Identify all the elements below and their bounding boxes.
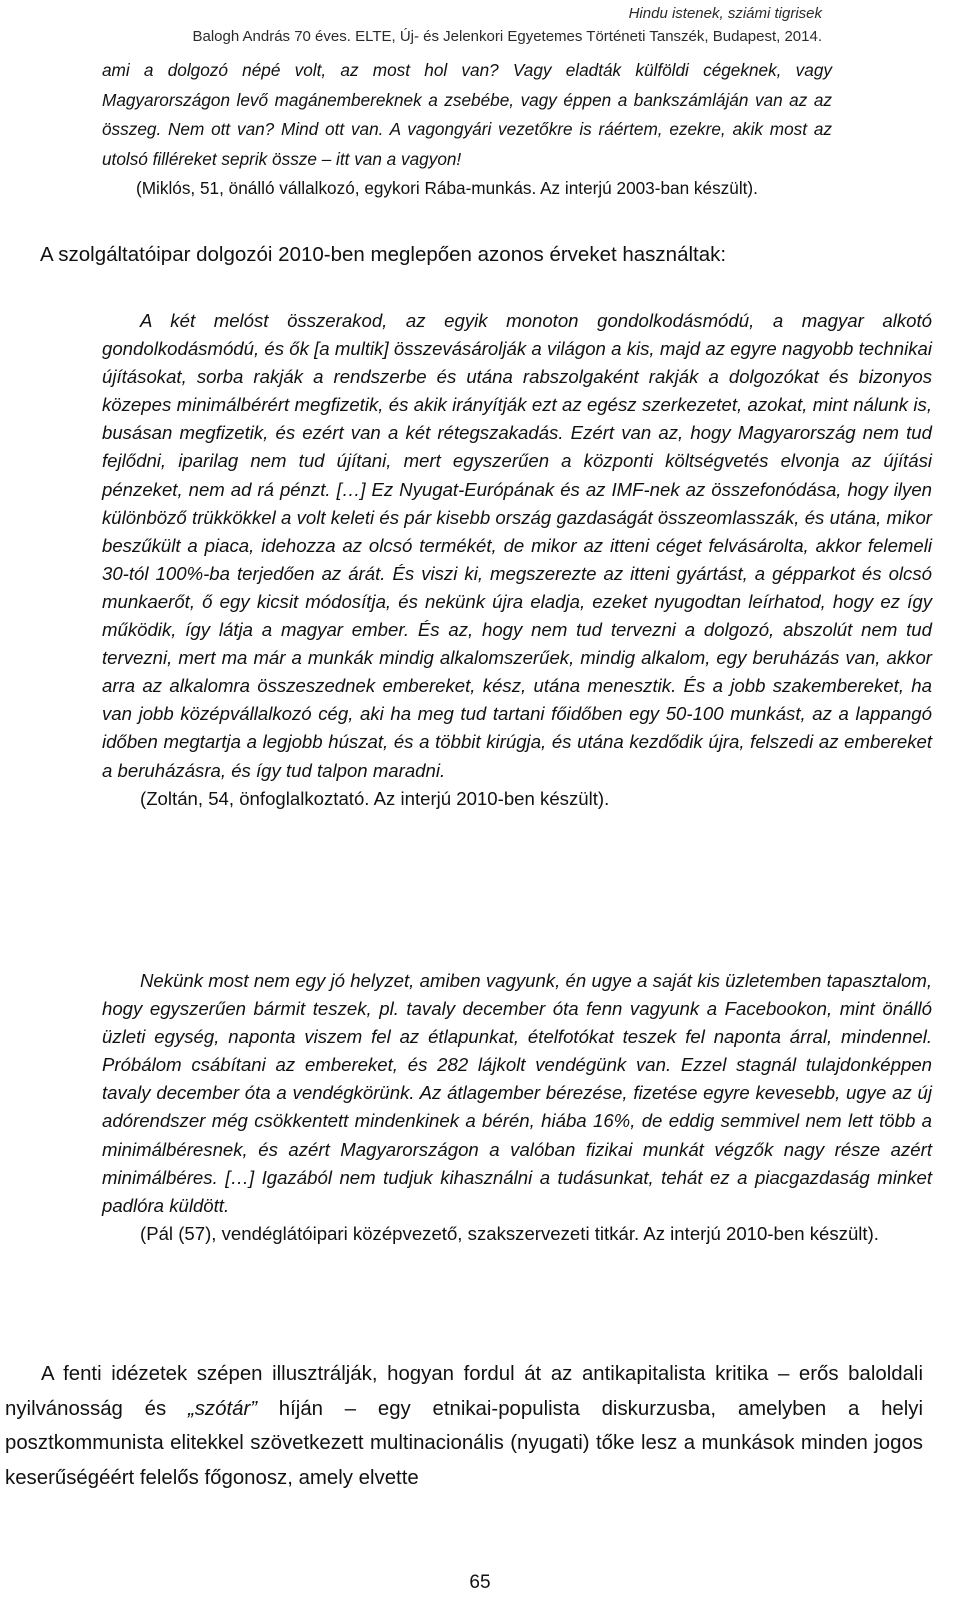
quote-pal-text: Nekünk most nem egy jó helyzet, amiben vagyunk, én ugye a saját kis üzletemben tapasztalom, hogy egyszerűen bármit teszek, pl. tavaly december óta fenn vagyunk a Facebookon, mint önálló üzleti egység, naponta viszem fel az étlapunkat, ételfotókat teszek fel naponta árral, mindennel. Próbálom csábítani az embereket, és 282 lájkolt vendégünk van. Ezzel stagnál tulajdonképpen tavaly december óta a vendégkörünk. Az átlagember bérezése, fizetése egyre kevesebb, ugye az új adórendszer még csökkentett mindenkinek a bérén, hiába 16%, de eddig semmivel nem lett több a minimálbéresnek, és azért Magyarországon a valóban fizikai munkát végzők nagy része azért minimálbéres. […] Igazából nem tudjuk kihasználni a tudásunkat, tehát ez a piacgazdaság minket padlóra küldött. (102, 970, 932, 1216)
quote-miklos-attribution: (Miklós, 51, önálló vállalkozó, egykori Rába-munkás. Az interjú 2003-ban készült). (136, 178, 758, 199)
quote-miklos-text: ami a dolgozó népé volt, az most hol van? Vagy eladták külföldi cégeknek, vagy Magyarországon levő magánembereknek a zsebébe, vagy éppen a bankszámláján van az az összeg. Nem ott van? Mind ott van. A vagongyári vezetőkre is ráértem, ezekre, akik most az utolsó filléreket seprik össze – itt van a vagyon! (102, 60, 832, 169)
quote-pal (102, 967, 932, 1248)
quote-miklos (102, 56, 832, 204)
header-subtitle: Balogh András 70 éves. ELTE, Új- és Jelenkori Egyetemes Történeti Tanszék, Budapest, 2014. (192, 28, 822, 45)
quote-pal-attribution: (Pál (57), vendéglátóipari középvezető, szakszervezeti titkár. Az interjú 2010-ben készült). (140, 1222, 879, 1244)
page-number: 65 (469, 1572, 491, 1593)
intro-sentence: A szolgáltatóipar dolgozói 2010-ben meglepően azonos érveket használtak: (40, 243, 727, 266)
header-title: Hindu istenek, sziámi tigrisek (628, 5, 822, 22)
body-text-start: A fenti idézetek szépen illusztrálják, hogyan fordul át az antikapitalista kritika – erős baloldali nyilvánosság és (5, 1363, 923, 1420)
body-emphasis: „szótár” (187, 1397, 258, 1420)
quote-zoltan (102, 307, 932, 813)
running-header (192, 2, 822, 48)
quote-zoltan-attribution: (Zoltán, 54, önfoglalkoztató. Az interjú 2010-ben készült). (140, 787, 610, 809)
body-paragraph (5, 1357, 923, 1495)
body-text-end: híján – egy etnikai-populista diskurzusba, amelyben a helyi posztkommunista elitekkel szövetkezett multinacionális (nyugati) tőke lesz a munkások minden jogos keserűségéért felelős főgonosz, amely elvette (5, 1397, 924, 1489)
quote-zoltan-text: A két melóst összerakod, az egyik monoton gondolkodásmódú, a magyar alkotó gondolkodásmódú, és ők [a multik] összevásárolják a világon a kis, majd az egyre nagyobb technikai újításokat, sorba rakják a rendszerbe és utána rabszolgaként rakják a dolgozókat és bizonyos közepes minimálbérért megfizetik, és akik irányítják ezt az egész szerkezetet, azokat, mint nálunk is, busásan megfizetik, és ezért van a két rétegszakadás. Ezért van az, hogy Magyarország nem tud fejlődni, iparilag nem tud újítani, mert egyszerűen a központi költségvetés elvonja az újítási pénzeket, nem ad rá pénzt. […] Ez Nyugat-Európának és az IMF-nek az összefonódása, hogy ilyen különböző trükkökkel a volt keleti és pár kisebb ország gazdaságát összeomlasszák, és utána, mikor beszűkült a piaca, idehozza az olcsó termékét, de mikor az itteni céget felvásárolta, akkor felemeli 30-tól 100%-ba terjedően az árát. És viszi ki, megszerezte az itteni gyártást, a gépparkot és olcsó munkaerőt, ő egy kicsit módosítja, és nekünk újra eladja, ezeket nyugodtan leírhatod, hogy ez így működik, így látja a magyar ember. És az, hogy nem tud tervezni a dolgozó, abszolút nem tud tervezni, mert ma már a munkák mindig alkalomszerűek, mindig alkalom, egy beruházás van, akkor arra az alkalomra összeszednek embereket, kész, utána menesztik. És a jobb szakembereket, ha van jobb középvállalkozó cég, aki ha meg tud tartani főidőben egy 50-100 munkást, az a lappangó időben megtartja a legjobb húszat, és a többit kirúgja, és utána kezdődik újra, felszedi az embereket a beruházásra, és így tud talpon maradni. (102, 310, 932, 781)
